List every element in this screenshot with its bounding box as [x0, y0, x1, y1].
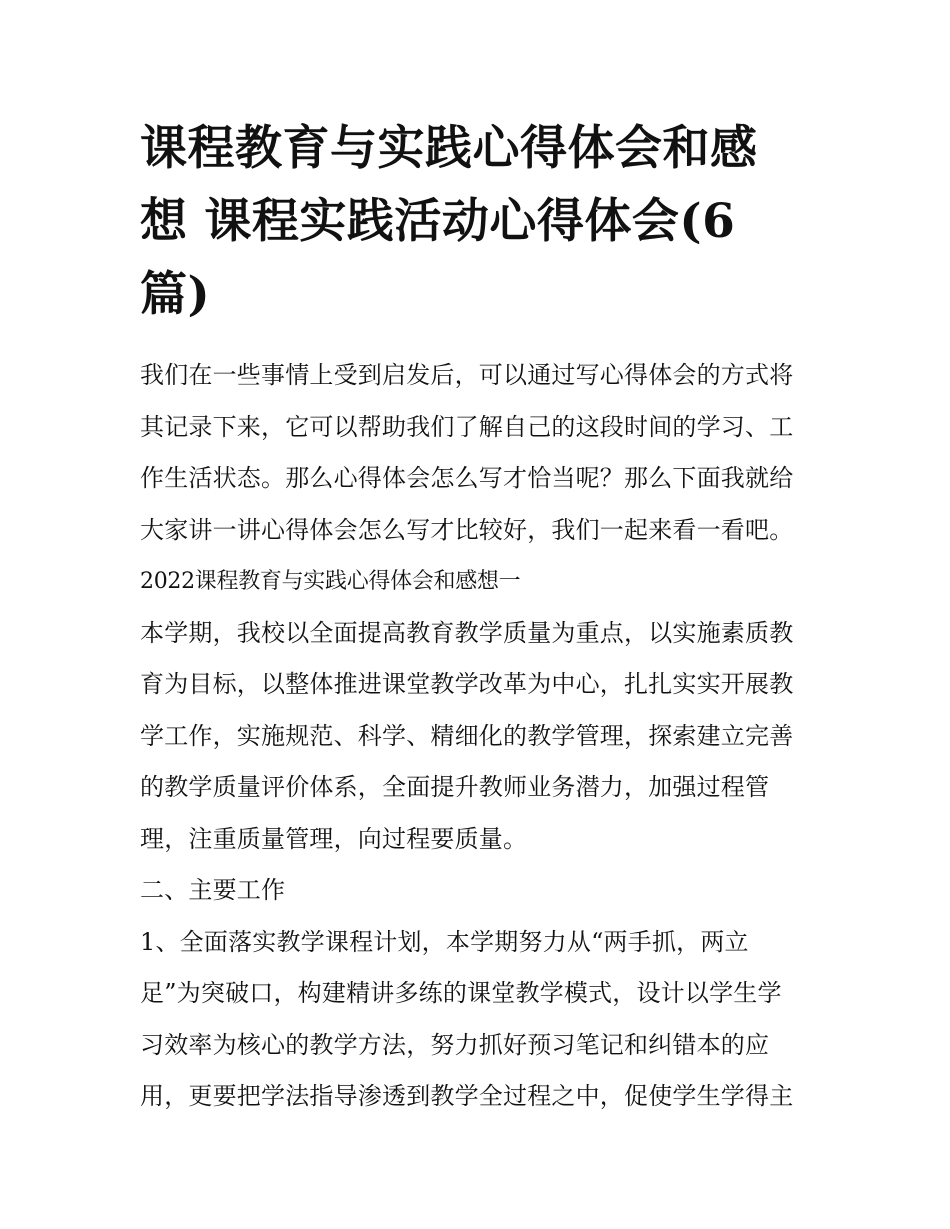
paragraph-line-3: 学工作，实施规范、科学、精细化的教学管理，探索建立完善	[140, 721, 794, 750]
title-line-1: 课程教育与实践心得体会和感	[140, 121, 758, 176]
item-1-line-4: 用，更要把学法指导渗透到教学全过程之中，促使学生学得主	[140, 1082, 794, 1110]
section-heading: 2022课程教育与实践心得体会和感想一	[140, 569, 521, 594]
paragraph-line-2: 育为目标，以整体推进课堂教学改革为中心，扎扎实实开展教	[140, 670, 794, 698]
document-title	[140, 112, 812, 331]
item-1-line-1: 1、全面落实教学课程计划，本学期努力从“两手抓，两立	[140, 927, 749, 956]
paragraph-line-4: 的教学质量评价体系，全面提升教师业务潜力，加强过程管	[140, 773, 770, 801]
title-line-2: 想 课程实践活动心得体会(6	[140, 194, 736, 249]
intro-line-4: 大家讲一讲心得体会怎么写才比较好，我们一起来看一看吧。	[140, 515, 794, 544]
document-body	[140, 350, 812, 1123]
paragraph-line-1: 本学期，我校以全面提高教育教学质量为重点，以实施素质教	[140, 618, 794, 647]
paragraph-line-5: 理，注重质量管理，向过程要质量。	[140, 824, 528, 853]
intro-line-2: 其记录下来，它可以帮助我们了解自己的这段时间的学习、工	[140, 412, 794, 441]
subheading-main-work: 二、主要工作	[140, 876, 286, 904]
title-line-3: 篇)	[140, 267, 211, 322]
document-page	[140, 112, 812, 1123]
item-1-line-2: 足”为突破口，构建精讲多练的课堂教学模式，设计以学生学	[140, 979, 782, 1007]
intro-line-1: 我们在一些事情上受到启发后，可以通过写心得体会的方式将	[140, 361, 794, 389]
intro-line-3: 作生活状态。那么心得体会怎么写才恰当呢？那么下面我就给	[140, 464, 794, 492]
item-1-line-3: 习效率为核心的教学方法，努力抓好预习笔记和纠错本的应	[140, 1030, 770, 1059]
